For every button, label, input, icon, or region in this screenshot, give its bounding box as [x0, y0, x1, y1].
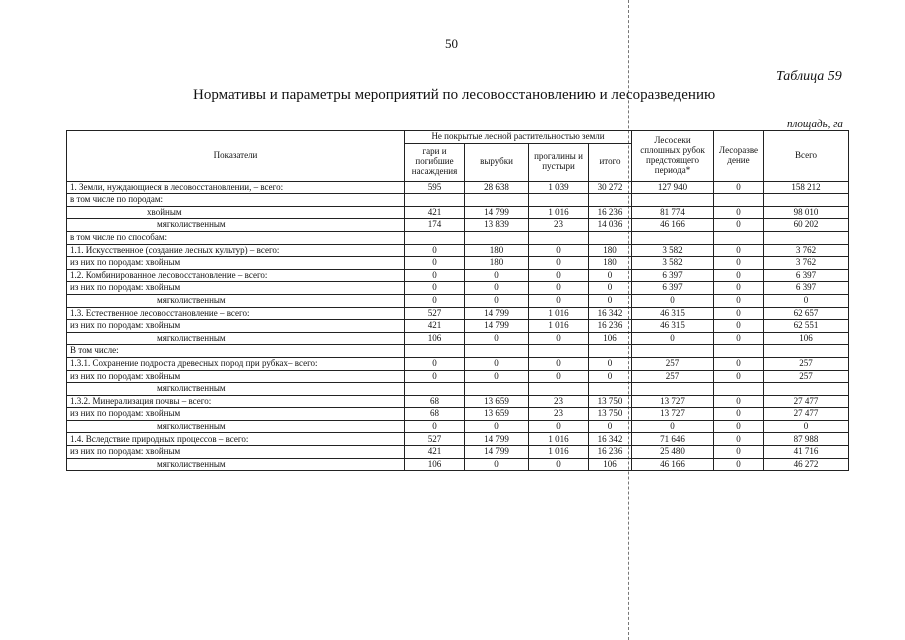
- row-label: В том числе:: [67, 345, 405, 358]
- table-row: [67, 307, 849, 320]
- row-value: 14 799: [465, 433, 529, 446]
- row-value: 13 659: [465, 408, 529, 421]
- row-value: 1 016: [529, 433, 589, 446]
- row-value: 0: [714, 395, 764, 408]
- row-label: мягколиственным: [67, 420, 405, 433]
- row-value: 0: [465, 420, 529, 433]
- row-value: 1 039: [529, 181, 589, 194]
- row-label: 1.3.1. Сохранение подроста древесных пород при рубках– всего:: [67, 357, 405, 370]
- row-value: [632, 383, 714, 396]
- row-value: 0: [714, 244, 764, 257]
- row-value: 46 315: [632, 320, 714, 333]
- row-value: 106: [405, 458, 465, 471]
- row-value: 13 727: [632, 408, 714, 421]
- table-row: [67, 282, 849, 295]
- row-value: 0: [589, 420, 632, 433]
- row-value: 16 236: [589, 446, 632, 459]
- row-value: 0: [589, 294, 632, 307]
- row-value: 3 762: [764, 257, 849, 270]
- row-label: 1.1. Искусственное (создание лесных культур) – всего:: [67, 244, 405, 257]
- row-value: 68: [405, 408, 465, 421]
- row-label: в том числе по способам:: [67, 231, 405, 244]
- row-value: 0: [465, 357, 529, 370]
- row-value: 1 016: [529, 446, 589, 459]
- row-label: в том числе по породам:: [67, 194, 405, 207]
- row-value: 23: [529, 408, 589, 421]
- row-label: мягколиственным: [67, 458, 405, 471]
- header-group-total: итого: [589, 143, 632, 181]
- row-value: [405, 194, 465, 207]
- row-value: 180: [589, 244, 632, 257]
- row-value: 46 315: [632, 307, 714, 320]
- norms-table: [66, 130, 849, 471]
- row-value: 68: [405, 395, 465, 408]
- row-value: [632, 194, 714, 207]
- row-label: хвойным: [67, 206, 405, 219]
- row-value: 46 272: [764, 458, 849, 471]
- row-value: 13 727: [632, 395, 714, 408]
- row-value: [632, 231, 714, 244]
- row-value: 595: [405, 181, 465, 194]
- row-value: 421: [405, 446, 465, 459]
- table-row: [67, 244, 849, 257]
- row-value: 23: [529, 395, 589, 408]
- table-row: [67, 383, 849, 396]
- row-value: 98 010: [764, 206, 849, 219]
- row-value: 0: [714, 219, 764, 232]
- table-row: [67, 219, 849, 232]
- row-value: 30 272: [589, 181, 632, 194]
- row-value: 6 397: [764, 282, 849, 295]
- row-value: 106: [589, 332, 632, 345]
- row-value: 27 477: [764, 395, 849, 408]
- row-value: 0: [529, 269, 589, 282]
- row-value: 87 988: [764, 433, 849, 446]
- row-label: 1.3. Естественное лесовосстановление – всего:: [67, 307, 405, 320]
- row-value: [764, 231, 849, 244]
- row-value: 0: [589, 282, 632, 295]
- table-row: [67, 181, 849, 194]
- row-value: 71 646: [632, 433, 714, 446]
- row-value: [714, 383, 764, 396]
- row-value: 106: [405, 332, 465, 345]
- row-value: 41 716: [764, 446, 849, 459]
- row-value: 0: [714, 408, 764, 421]
- row-value: 0: [714, 206, 764, 219]
- row-label: из них по породам: хвойным: [67, 320, 405, 333]
- row-value: [589, 383, 632, 396]
- row-value: 14 799: [465, 307, 529, 320]
- row-value: 0: [465, 370, 529, 383]
- row-value: 14 799: [465, 320, 529, 333]
- row-value: 6 397: [764, 269, 849, 282]
- row-value: [465, 345, 529, 358]
- row-label: 1.3.2. Минерализация почвы – всего:: [67, 395, 405, 408]
- row-value: 1 016: [529, 307, 589, 320]
- row-value: [714, 231, 764, 244]
- row-value: 0: [632, 294, 714, 307]
- row-value: 421: [405, 320, 465, 333]
- row-value: 14 799: [465, 206, 529, 219]
- row-value: 0: [529, 332, 589, 345]
- table-row: [67, 433, 849, 446]
- row-value: 0: [714, 332, 764, 345]
- row-label: мягколиственным: [67, 383, 405, 396]
- row-value: [589, 231, 632, 244]
- row-label: из них по породам: хвойным: [67, 282, 405, 295]
- row-value: 0: [465, 269, 529, 282]
- row-value: 13 750: [589, 408, 632, 421]
- table-row: [67, 257, 849, 270]
- row-value: 14 799: [465, 446, 529, 459]
- row-value: 3 582: [632, 257, 714, 270]
- row-value: 0: [714, 269, 764, 282]
- table-row: [67, 395, 849, 408]
- row-value: 6 397: [632, 282, 714, 295]
- header-not-covered-group: Не покрытые лесной растительностью земли: [405, 131, 632, 144]
- table-row: [67, 446, 849, 459]
- row-value: 180: [465, 244, 529, 257]
- row-value: 127 940: [632, 181, 714, 194]
- row-value: 0: [405, 370, 465, 383]
- row-value: 0: [465, 282, 529, 295]
- row-value: 0: [405, 420, 465, 433]
- row-value: 13 750: [589, 395, 632, 408]
- table-body: [67, 181, 849, 471]
- row-value: 0: [405, 244, 465, 257]
- table-row: [67, 345, 849, 358]
- page-number: 50: [445, 36, 458, 51]
- row-value: 13 839: [465, 219, 529, 232]
- row-value: 46 166: [632, 458, 714, 471]
- row-value: 1 016: [529, 320, 589, 333]
- row-value: 46 166: [632, 219, 714, 232]
- table-row: [67, 332, 849, 345]
- row-value: 28 638: [465, 181, 529, 194]
- row-value: 0: [405, 257, 465, 270]
- row-value: 257: [632, 370, 714, 383]
- row-value: 27 477: [764, 408, 849, 421]
- row-value: 0: [589, 269, 632, 282]
- row-value: 0: [405, 294, 465, 307]
- table-row: [67, 269, 849, 282]
- row-label: 1.2. Комбинированное лесовосстановление – всего:: [67, 269, 405, 282]
- header-total: Всего: [764, 131, 849, 182]
- row-value: [764, 345, 849, 358]
- row-value: 0: [529, 370, 589, 383]
- row-value: 0: [632, 420, 714, 433]
- row-value: 0: [714, 458, 764, 471]
- row-value: 6 397: [632, 269, 714, 282]
- row-value: 174: [405, 219, 465, 232]
- row-value: 0: [465, 294, 529, 307]
- row-label: мягколиственным: [67, 332, 405, 345]
- header-clearcut: Лесосеки сплошных рубок предстоящего периода*: [632, 131, 714, 182]
- row-value: 0: [714, 282, 764, 295]
- row-value: 62 657: [764, 307, 849, 320]
- row-value: 257: [764, 370, 849, 383]
- row-value: [714, 194, 764, 207]
- table-row: [67, 294, 849, 307]
- row-value: [405, 383, 465, 396]
- row-value: 0: [529, 357, 589, 370]
- row-value: 13 659: [465, 395, 529, 408]
- table-label: Таблица 59: [776, 69, 842, 84]
- row-label: из них по породам: хвойным: [67, 446, 405, 459]
- row-value: 1 016: [529, 206, 589, 219]
- row-value: 0: [529, 257, 589, 270]
- row-label: мягколиственным: [67, 294, 405, 307]
- header-burns: гари и погибшие насаждения: [405, 143, 465, 181]
- row-value: [714, 345, 764, 358]
- row-value: 16 236: [589, 206, 632, 219]
- row-value: 62 551: [764, 320, 849, 333]
- row-value: 16 342: [589, 433, 632, 446]
- row-label: из них по породам: хвойным: [67, 257, 405, 270]
- header-cuttings: вырубки: [465, 143, 529, 181]
- row-value: [632, 345, 714, 358]
- row-value: 0: [764, 420, 849, 433]
- row-value: 0: [405, 269, 465, 282]
- row-value: 25 480: [632, 446, 714, 459]
- row-value: [764, 194, 849, 207]
- table-row: [67, 231, 849, 244]
- row-value: 257: [632, 357, 714, 370]
- row-value: 106: [589, 458, 632, 471]
- row-value: [405, 231, 465, 244]
- table-row: [67, 458, 849, 471]
- row-label: 1.4. Вследствие природных процессов – всего:: [67, 433, 405, 446]
- row-value: 0: [465, 458, 529, 471]
- row-value: [465, 194, 529, 207]
- row-value: 158 212: [764, 181, 849, 194]
- row-value: 60 202: [764, 219, 849, 232]
- row-value: 0: [405, 357, 465, 370]
- row-value: 527: [405, 307, 465, 320]
- row-value: 106: [764, 332, 849, 345]
- row-value: [529, 345, 589, 358]
- row-value: [465, 231, 529, 244]
- row-value: 16 342: [589, 307, 632, 320]
- row-value: [529, 383, 589, 396]
- row-value: 0: [714, 446, 764, 459]
- row-value: 0: [589, 357, 632, 370]
- row-value: 0: [714, 320, 764, 333]
- row-value: 0: [529, 282, 589, 295]
- table-row: [67, 357, 849, 370]
- row-value: 0: [714, 307, 764, 320]
- header-indicators: Показатели: [67, 131, 405, 182]
- row-value: [529, 194, 589, 207]
- row-value: 23: [529, 219, 589, 232]
- units-label: площадь, га: [787, 118, 843, 130]
- table-row: [67, 408, 849, 421]
- row-value: 3 582: [632, 244, 714, 257]
- row-label: 1. Земли, нуждающиеся в лесовосстановлении, – всего:: [67, 181, 405, 194]
- row-value: [529, 231, 589, 244]
- row-value: 0: [589, 370, 632, 383]
- row-value: [405, 345, 465, 358]
- row-label: мягколиственным: [67, 219, 405, 232]
- row-value: 0: [714, 257, 764, 270]
- row-value: 0: [714, 294, 764, 307]
- row-value: 180: [465, 257, 529, 270]
- row-value: 3 762: [764, 244, 849, 257]
- row-value: 0: [764, 294, 849, 307]
- row-value: [589, 345, 632, 358]
- row-value: 0: [405, 282, 465, 295]
- table-row: [67, 420, 849, 433]
- row-value: 0: [529, 458, 589, 471]
- header-glades: прогалины и пустыри: [529, 143, 589, 181]
- row-value: 0: [529, 294, 589, 307]
- table-row: [67, 320, 849, 333]
- row-value: 180: [589, 257, 632, 270]
- header-afforestation: Лесоразве дение: [714, 131, 764, 182]
- row-value: 257: [764, 357, 849, 370]
- row-value: 0: [465, 332, 529, 345]
- table-row: [67, 194, 849, 207]
- row-value: 0: [714, 370, 764, 383]
- row-value: 0: [632, 332, 714, 345]
- row-value: [465, 383, 529, 396]
- table-row: [67, 370, 849, 383]
- row-value: [589, 194, 632, 207]
- row-value: 14 036: [589, 219, 632, 232]
- row-value: 0: [714, 357, 764, 370]
- row-label: из них по породам: хвойным: [67, 370, 405, 383]
- row-value: 421: [405, 206, 465, 219]
- row-value: 0: [714, 433, 764, 446]
- row-value: 0: [529, 244, 589, 257]
- row-value: [764, 383, 849, 396]
- row-value: 0: [714, 181, 764, 194]
- row-value: 527: [405, 433, 465, 446]
- row-value: 16 236: [589, 320, 632, 333]
- row-value: 0: [529, 420, 589, 433]
- row-label: из них по породам: хвойным: [67, 408, 405, 421]
- document-title: Нормативы и параметры мероприятий по лесовосстановлению и лесоразведению: [193, 87, 716, 103]
- table-row: [67, 206, 849, 219]
- row-value: 81 774: [632, 206, 714, 219]
- row-value: 0: [714, 420, 764, 433]
